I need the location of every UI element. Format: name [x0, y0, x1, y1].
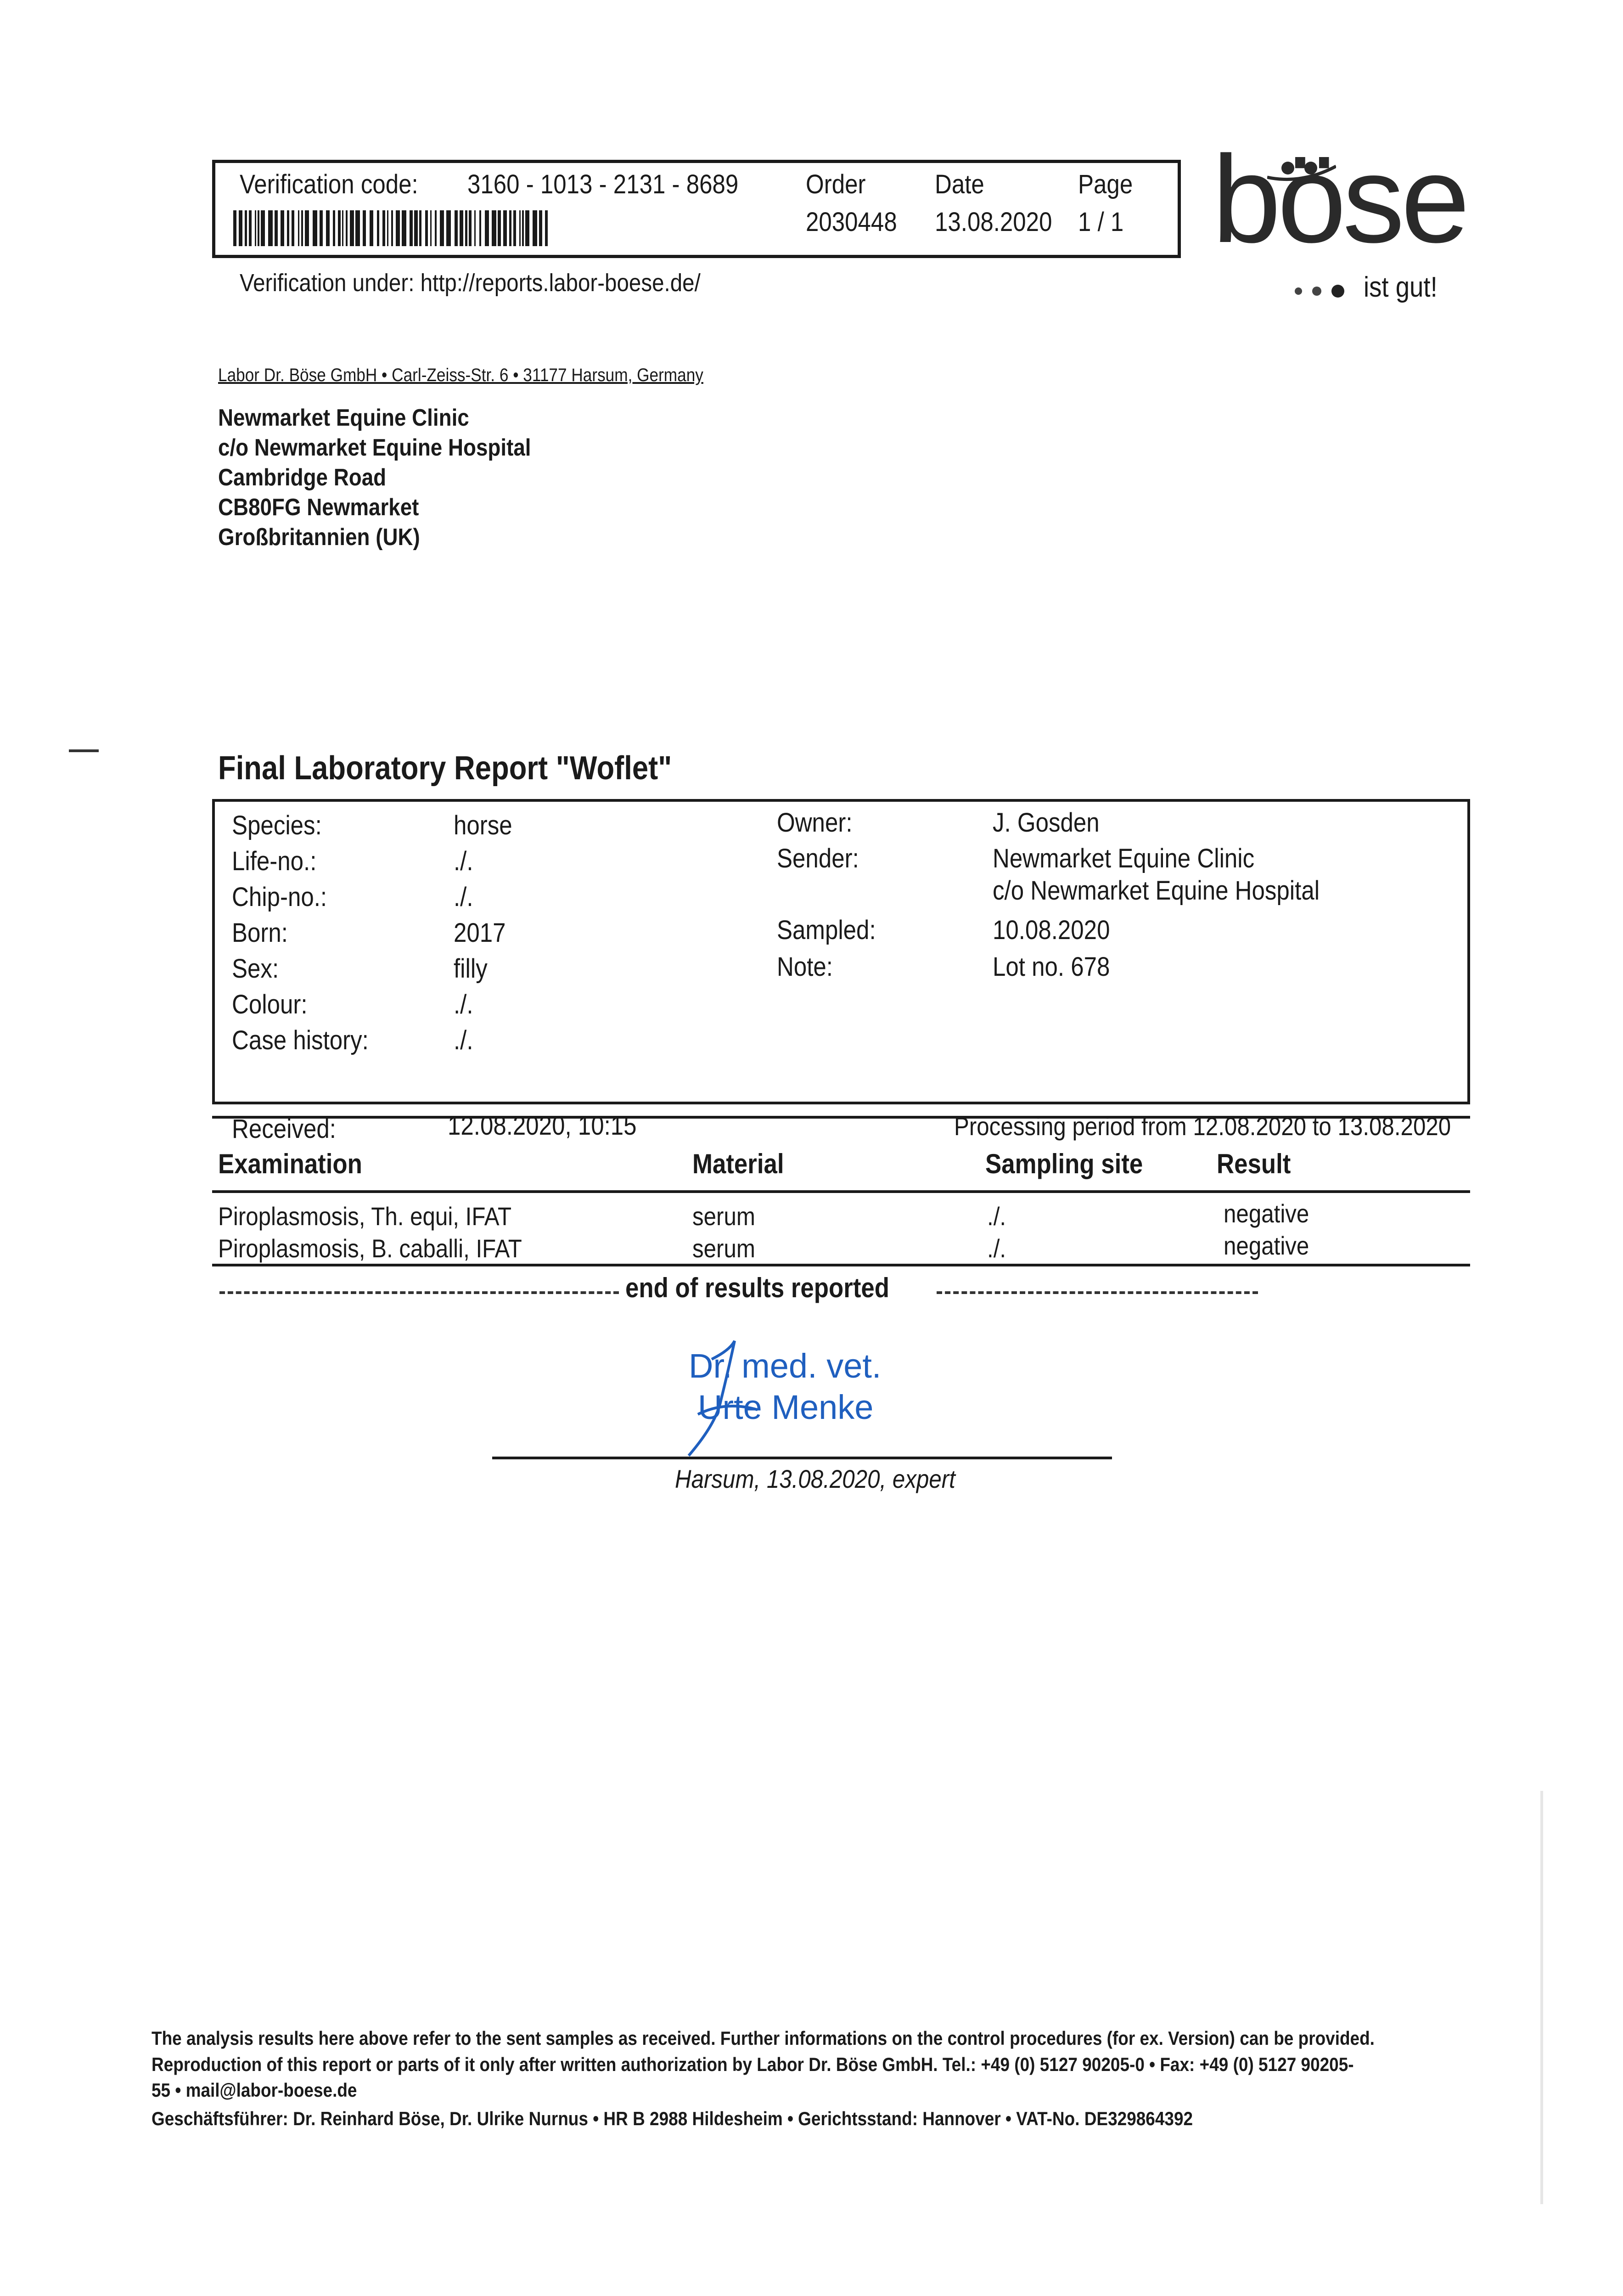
barcode-bar — [326, 210, 330, 246]
signature-caption: Harsum, 13.08.2020, expert — [675, 1464, 955, 1493]
owner-value: J. Gosden — [993, 808, 1100, 838]
barcode-bar — [460, 210, 463, 246]
barcode-bar — [455, 210, 458, 246]
column-material: Material — [692, 1148, 784, 1179]
barcode-bar — [338, 210, 341, 246]
column-sampling-site: Sampling site — [985, 1148, 1143, 1179]
footer-line: Geschäftsführer: Dr. Reinhard Böse, Dr. Ulrike Nurnus • HR B 2988 Hildesheim • Gerichtsstand: Hannover • VAT-No. DE329864392 — [152, 2108, 1193, 2129]
logo: böse — [1212, 130, 1466, 269]
address-line: Großbritannien (UK) — [218, 524, 420, 551]
colour-value: ./. — [454, 990, 473, 1019]
barcode-bar — [503, 210, 507, 246]
report-title: Final Laboratory Report "Woflet" — [218, 750, 672, 787]
signature-rule — [492, 1457, 1112, 1459]
barcode-bar — [239, 210, 242, 246]
address-line: c/o Newmarket Equine Hospital — [218, 434, 531, 461]
barcode-bar — [419, 210, 421, 246]
barcode-bar — [539, 210, 542, 246]
page-label: Page — [1078, 169, 1133, 199]
case-history-label: Case history: — [232, 1025, 369, 1055]
sampled-label: Sampled: — [777, 915, 876, 945]
address-line: Newmarket Equine Clinic — [218, 405, 469, 431]
footer-line: The analysis results here above refer to the sent samples as received. Further informations on the control procedures (for ex. Version) can be provided. — [152, 2027, 1375, 2049]
table-header-rule — [212, 1190, 1470, 1193]
chip-no-label: Chip-no.: — [232, 882, 327, 912]
note-value: Lot no. 678 — [993, 952, 1110, 982]
barcode-bar — [479, 210, 481, 246]
barcode-bar — [545, 210, 548, 246]
order-value: 2030448 — [806, 207, 897, 237]
received-value: 12.08.2020, 10:15 — [448, 1111, 637, 1141]
logo-tagline: ist gut! — [1364, 271, 1438, 303]
barcode-bar — [287, 210, 289, 246]
life-no-value: ./. — [454, 846, 473, 876]
end-dash-left — [219, 1291, 619, 1294]
signature-line-2: Urte Menke — [698, 1388, 874, 1426]
barcode-bar — [268, 210, 273, 246]
barcode-bar — [430, 210, 432, 246]
footer-line: 55 • mail@labor-boese.de — [152, 2079, 357, 2101]
page-value: 1 / 1 — [1078, 207, 1124, 237]
barcode-bar — [509, 210, 511, 246]
barcode-bar — [298, 210, 299, 246]
barcode-bar — [363, 210, 366, 246]
barcode-bar — [533, 210, 537, 246]
barcode-bar — [355, 210, 360, 246]
barcode-bar — [292, 210, 294, 246]
barcode-bar — [281, 210, 284, 246]
address-line: CB80FG Newmarket — [218, 494, 419, 521]
table-row-site: ./. — [987, 1234, 1006, 1263]
sex-label: Sex: — [232, 954, 279, 984]
verification-url: Verification under: http://reports.labor-boese.de/ — [240, 269, 701, 297]
barcode-bar — [233, 210, 236, 246]
table-row-examination: Piroplasmosis, Th. equi, IFAT — [218, 1202, 512, 1231]
barcode-bar — [370, 210, 373, 246]
barcode-bar — [396, 210, 400, 246]
barcode-bar — [305, 210, 309, 246]
note-label: Note: — [777, 952, 833, 982]
barcode-bar — [301, 210, 303, 246]
barcode-bar — [485, 210, 489, 246]
sender-value: Newmarket Equine Clinic — [993, 844, 1255, 873]
table-bottom-rule — [212, 1264, 1470, 1266]
barcode-bar — [275, 210, 278, 246]
column-result: Result — [1217, 1148, 1291, 1179]
barcode-bar — [333, 210, 335, 246]
verification-code: 3160 - 1013 - 2131 - 8689 — [467, 169, 739, 199]
date-label: Date — [935, 169, 984, 199]
barcode-bar — [261, 210, 265, 246]
barcode-bar — [342, 210, 343, 246]
footer-line: Reproduction of this report or parts of it only after written authorization by Labor Dr. Böse GmbH. Tel.: +49 (0) 5127 90205-0 • Fax: +49 (0) 5127 90205- — [152, 2054, 1354, 2075]
species-label: Species: — [232, 810, 322, 840]
barcode-bar — [474, 210, 476, 246]
barcode-bar — [391, 210, 393, 246]
barcode-bar — [469, 210, 472, 246]
barcode-bar — [255, 210, 256, 246]
table-row-result: negative — [1224, 1199, 1309, 1228]
barcode-bar — [410, 210, 413, 246]
born-value: 2017 — [454, 918, 506, 948]
table-row-material: serum — [692, 1202, 755, 1231]
table-row-material: serum — [692, 1234, 755, 1263]
species-value: horse — [454, 810, 512, 840]
barcode-bar — [435, 210, 437, 246]
barcode-bar — [522, 210, 524, 246]
sampled-value: 10.08.2020 — [993, 915, 1110, 945]
signature-line-1: Dr. med. vet. — [689, 1347, 882, 1385]
barcode-bar — [465, 210, 467, 246]
life-no-label: Life-no.: — [232, 846, 317, 876]
owner-label: Owner: — [777, 808, 853, 838]
barcode-bar — [387, 210, 388, 246]
fold-mark — [69, 749, 99, 752]
barcode-bar — [414, 210, 418, 246]
barcode-bar — [320, 210, 323, 246]
barcode-bar — [492, 210, 496, 246]
barcode-bar — [245, 210, 247, 246]
sender-label: Sender: — [777, 844, 859, 873]
colour-label: Colour: — [232, 990, 308, 1019]
table-row-result: negative — [1224, 1231, 1309, 1260]
barcode-bar — [519, 210, 521, 246]
sex-value: filly — [454, 954, 488, 984]
barcode-bar — [382, 210, 385, 246]
address-line: Cambridge Road — [218, 464, 387, 491]
sender-value-2: c/o Newmarket Equine Hospital — [993, 876, 1320, 906]
end-dash-right — [937, 1291, 1258, 1294]
barcode-bar — [425, 210, 428, 246]
barcode-bar — [498, 210, 501, 246]
table-row-examination: Piroplasmosis, B. caballi, IFAT — [218, 1234, 522, 1263]
barcode-bar — [249, 210, 252, 246]
barcode-bar — [402, 210, 406, 246]
date-value: 13.08.2020 — [935, 207, 1052, 237]
barcode-icon — [233, 210, 548, 246]
received-label: Received: — [232, 1114, 336, 1144]
order-label: Order — [806, 169, 866, 199]
table-row-site: ./. — [987, 1202, 1006, 1231]
column-examination: Examination — [218, 1148, 362, 1179]
barcode-bar — [346, 210, 348, 246]
case-history-value: ./. — [454, 1025, 473, 1055]
processing-period: Processing period from 12.08.2020 to 13.08.2020 — [954, 1112, 1451, 1141]
barcode-bar — [377, 210, 379, 246]
born-label: Born: — [232, 918, 288, 948]
sender-address-line: Labor Dr. Böse GmbH • Carl-Zeiss-Str. 6 • 31177 Harsum, Germany — [218, 365, 703, 385]
end-of-results: end of results reported — [625, 1272, 890, 1303]
barcode-bar — [258, 210, 259, 246]
barcode-bar — [440, 210, 444, 246]
signature-icon — [684, 1332, 923, 1460]
barcode-bar — [525, 210, 529, 246]
verification-code-label: Verification code: — [240, 169, 418, 199]
scan-edge — [1540, 1791, 1543, 2204]
chip-no-value: ./. — [454, 882, 473, 912]
barcode-bar — [313, 210, 317, 246]
barcode-bar — [513, 210, 516, 246]
barcode-bar — [446, 210, 451, 246]
barcode-bar — [350, 210, 354, 246]
logo-dots-icon — [1290, 281, 1354, 299]
